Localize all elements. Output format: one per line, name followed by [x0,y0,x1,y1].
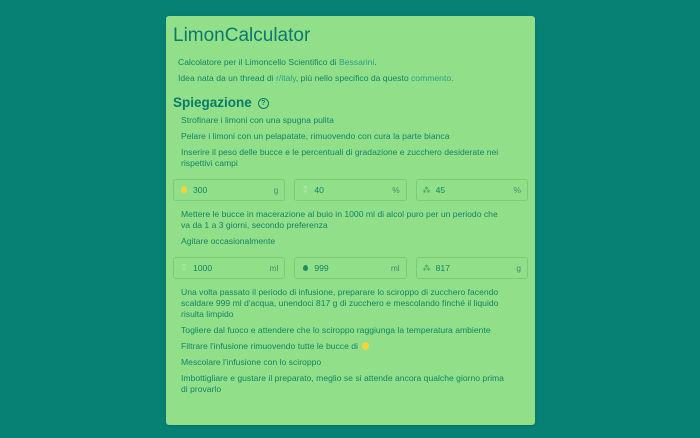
step: Inserire il peso delle bucce e le percentuali di gradazione e zucchero desiderate nei rispettivi campi [181,147,499,168]
help-icon[interactable]: ? [258,98,269,109]
alcohol-volume-output[interactable] [173,257,285,279]
field-unit: ml [269,263,279,273]
field-value: 817 [435,263,450,273]
alcohol-percentage-input[interactable] [294,179,406,201]
step-filter [173,341,528,352]
section-title: Spiegazione [173,95,252,110]
input-row [173,179,528,201]
field-value: 999 [314,263,329,273]
field-unit: % [513,185,521,195]
step: Strofinare i limoni con una spugna pulita [181,115,334,125]
lemon-peel-weight-input[interactable] [173,179,285,201]
bessarini-link[interactable]: Bessarini [338,57,375,67]
intro-text: Idea nata da un thread di [178,73,276,83]
app-title: LimonCalculator [173,25,311,46]
step-text: Filtrare l'infusione rimuovendo tutte le bucce di [181,341,358,351]
field-value[interactable]: 40 [314,185,324,195]
water-drop-icon [300,264,310,273]
commento-link[interactable]: commento [411,73,452,83]
field-unit: ml [390,263,400,273]
step: Pelare i limoni con un pelapatate, rimuovendo con cura la parte bianca [181,131,450,141]
water-volume-output[interactable] [294,257,406,279]
intro-line-1 [178,54,528,70]
step: Togliere dal fuoco e attendere che lo sciroppo raggiunga la temperatura ambiente [181,325,491,335]
section-header [173,94,528,112]
field-unit: g [273,185,279,195]
lemon-icon [362,342,369,350]
intro [173,54,528,86]
field-unit: g [516,263,521,273]
r-italy-link[interactable]: r/italy [275,73,296,83]
field-value[interactable]: 45 [435,185,446,195]
field-unit: % [392,185,400,195]
main-card [166,16,535,425]
sugar-weight-output[interactable] [416,257,528,279]
field-value: 1000 [193,263,213,273]
intro-text: , più nello specifico da questo [295,73,411,83]
candy-icon: ⁂ [422,185,431,195]
sugar-percentage-input[interactable] [416,179,528,201]
output-row [173,257,528,279]
intro-text: . [451,73,454,83]
intro-text: . [374,57,377,67]
lemon-icon [179,186,189,195]
alcohol-icon: ⁑ [303,185,308,195]
step: Imbottigliare e gustare il preparato, meglio se si attende ancora qualche giorno prima di provarlo [181,373,504,394]
intro-line-2 [178,70,528,86]
step: Agitare occasionalmente [181,236,276,246]
step: Mescolare l'infusione con lo sciroppo [181,357,322,367]
step: Mettere le bucce in macerazione al buio in 1000 ml di alcol puro per un periodo che va da 1 a 3 giorni, secondo preferenza [181,209,498,230]
candy-icon: ⁂ [422,263,431,273]
intro-text: Calcolatore per il Limoncello Scientifico di [178,57,339,67]
steps-list-c [173,287,528,395]
step: Una volta passato il periodo di infusione, preparare lo sciroppo di zucchero facendo scaldare 999 ml d'acqua, unendoci 817 g di zucchero e mescolando finché il liquido risulta limpido [181,287,499,319]
steps-list-b [173,209,528,247]
alcohol-icon: ⁑ [182,263,186,273]
field-value[interactable]: 300 [193,185,208,195]
steps-list-a [173,115,528,169]
